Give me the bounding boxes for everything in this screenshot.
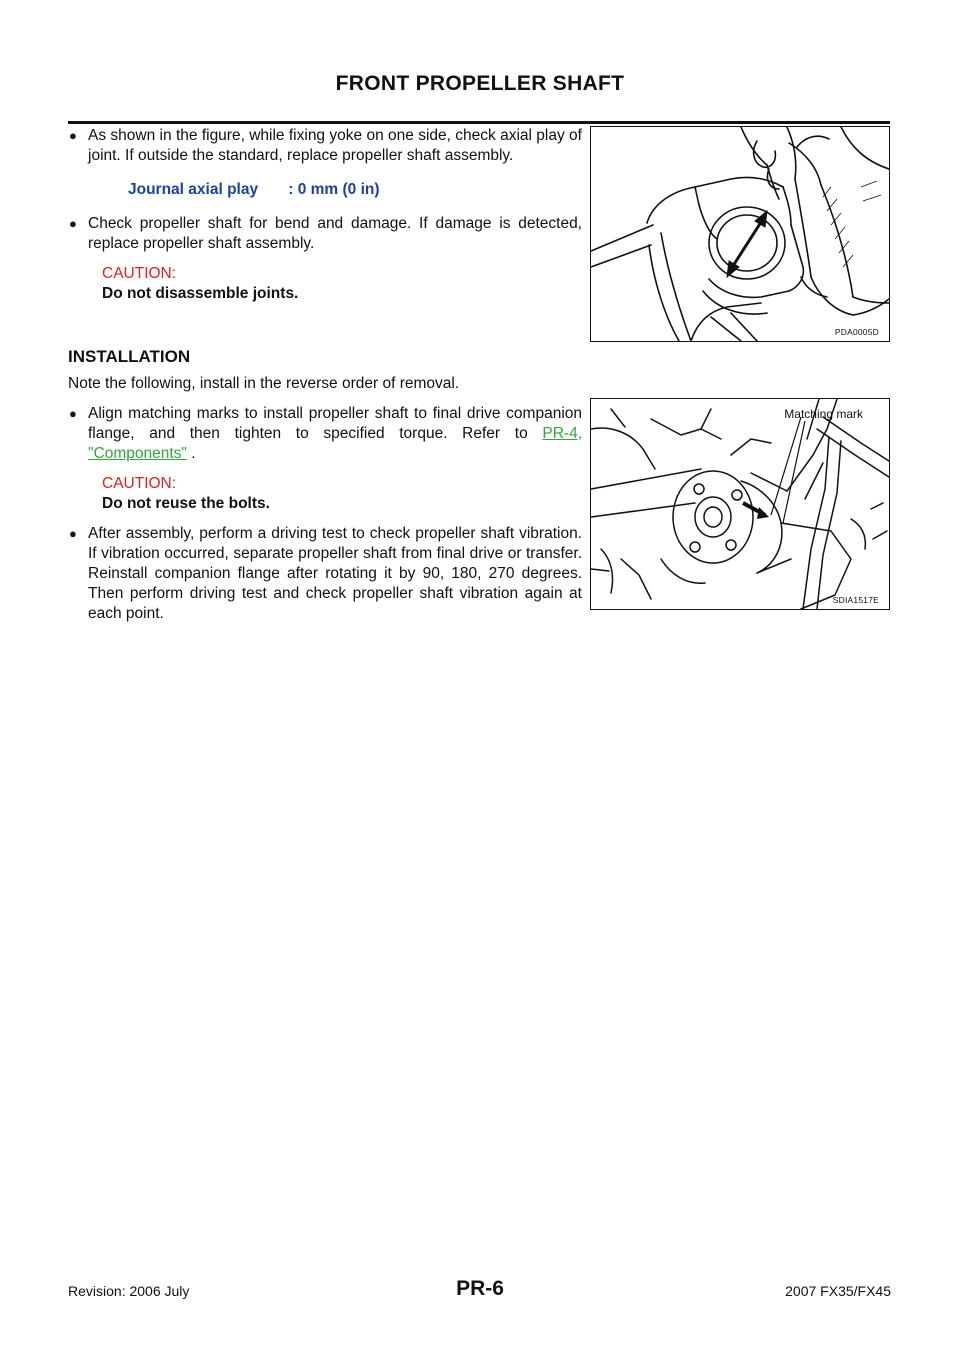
section-title-installation: INSTALLATION [68, 347, 191, 366]
installation-bullet-2: ● After assembly, perform a driving test to check propeller shaft vibration. If vibration occurred, separate propeller shaft from final drive or transfer. Reinstall companion flange after rotating it by 90, 180, 270 degrees. Then perform driving test and check propeller shaft vibration again at each point. [69, 525, 582, 622]
installation-section [68, 374, 582, 624]
inspection-bullet-2: ● Check propeller shaft for bend and damage. If damage is detected, replace propeller shaft assembly. [69, 215, 582, 252]
footer-page-number: PR-6 [456, 1277, 504, 1300]
installation-bullet-1: ● Align matching marks to install propeller shaft to final drive companion flange, and then tighten to specified torque. Refer to PR-4, "Components" . [69, 405, 582, 462]
figure-id: SDIA1517E [832, 595, 879, 605]
components-link[interactable]: PR-4, "Components" [88, 425, 582, 462]
caution-title: CAUTION: [102, 265, 177, 282]
footer-model: 2007 FX35/FX45 [785, 1283, 891, 1299]
inspection-section [68, 126, 582, 304]
figure-matching-mark [590, 398, 890, 610]
bullet-icon: ● [69, 406, 77, 421]
installation-intro: Note the following, install in the reverse order of removal. [68, 375, 460, 392]
caution-block [102, 264, 582, 304]
figure-axial-play [590, 126, 890, 342]
header-divider [68, 121, 890, 124]
caution-body: Do not reuse the bolts. [102, 495, 270, 512]
figure-id: PDA0005D [834, 327, 879, 337]
caution-body: Do not disassemble joints. [102, 285, 299, 302]
spec-label: Journal axial play [128, 181, 259, 198]
caution-title: CAUTION: [102, 475, 177, 492]
caution-block [102, 474, 582, 514]
propeller-flange-illustration [591, 399, 889, 609]
yoke-joint-illustration [591, 127, 889, 341]
bullet-icon: ● [69, 526, 77, 541]
bullet-icon: ● [69, 128, 77, 143]
bullet-icon: ● [69, 216, 77, 231]
footer-revision: Revision: 2006 July [68, 1283, 190, 1299]
matching-mark-callout: Matching mark [784, 407, 863, 421]
inspection-bullet-1: ● As shown in the figure, while fixing yoke on one side, check axial play of joint. If outside the standard, replace propeller shaft assembly. [69, 127, 582, 164]
page-title: FRONT PROPELLER SHAFT [335, 72, 625, 95]
spec-value: : 0 mm (0 in) [288, 181, 380, 198]
spec-row [128, 180, 582, 200]
